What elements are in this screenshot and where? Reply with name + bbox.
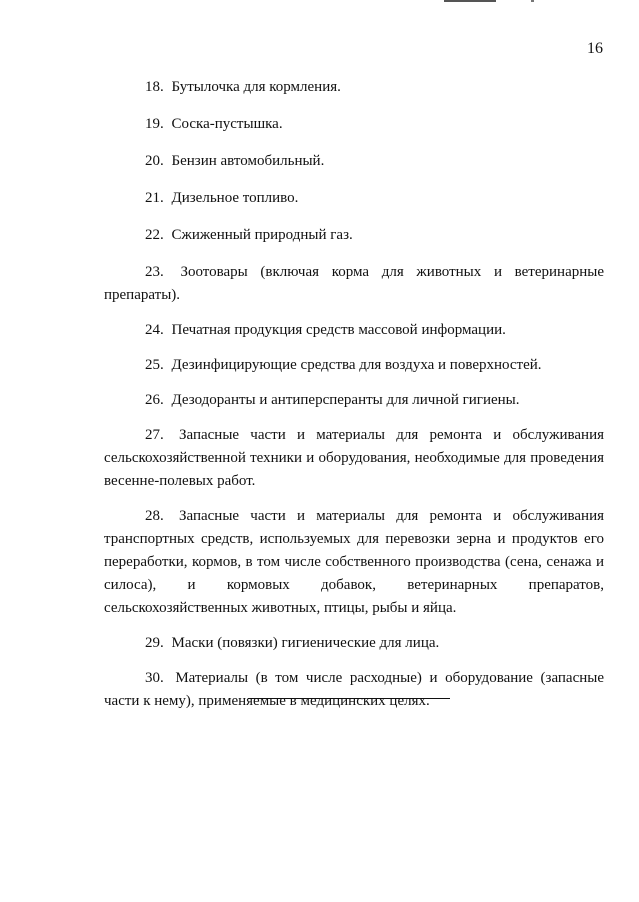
end-of-list-rule bbox=[248, 698, 450, 699]
item-text: Соска-пустышка. bbox=[171, 116, 283, 132]
item-number: 22. bbox=[145, 227, 164, 243]
list-item bbox=[104, 354, 604, 377]
item-number: 26. bbox=[145, 392, 164, 408]
item-text: Бутылочка для кормления. bbox=[171, 79, 341, 95]
item-number: 27. bbox=[145, 427, 164, 443]
item-number: 29. bbox=[145, 635, 164, 651]
item-number: 25. bbox=[145, 357, 164, 373]
list-item bbox=[104, 505, 604, 620]
item-number: 19. bbox=[145, 116, 164, 132]
list-item bbox=[104, 319, 604, 342]
item-text: Маски (повязки) гигиенические для лица. bbox=[171, 635, 440, 651]
item-text: Дизельное топливо. bbox=[171, 190, 299, 206]
top-edge-dot bbox=[531, 0, 534, 2]
item-text: Бензин автомобильный. bbox=[171, 153, 325, 169]
item-number: 28. bbox=[145, 508, 164, 524]
list-item bbox=[104, 261, 604, 307]
item-number: 30. bbox=[145, 670, 164, 686]
item-text: Запасные части и материалы для ремонта и обслуживания транспортных средств, используемых для перевозки зерна и продуктов его переработки, кормов, в том числе собственного производства (сена, сенажа и силоса), и кормовых добавок, ветеринарных препаратов, сельскохозяйственных животных, птицы, рыбы и яйца. bbox=[104, 508, 604, 616]
numbered-list bbox=[104, 76, 604, 725]
item-text: Дезинфицирующие средства для воздуха и поверхностей. bbox=[171, 357, 542, 373]
item-number: 21. bbox=[145, 190, 164, 206]
list-item bbox=[104, 632, 604, 655]
item-text: Материалы (в том числе расходные) и оборудование (запасные части к нему), применяемые в медицинских целях. bbox=[104, 670, 605, 709]
item-text: Зоотовары (включая корма для животных и ветеринарные препараты). bbox=[104, 264, 604, 303]
page-number: 16 bbox=[587, 40, 603, 57]
item-text: Дезодоранты и антиперспеpанты для личной гигиены. bbox=[171, 392, 520, 408]
item-number: 23. bbox=[145, 264, 164, 280]
list-item bbox=[104, 113, 604, 136]
top-edge-mark bbox=[444, 0, 496, 2]
item-text: Сжиженный природный газ. bbox=[171, 227, 353, 243]
list-item bbox=[104, 187, 604, 210]
list-item bbox=[104, 224, 604, 247]
list-item bbox=[104, 424, 604, 493]
list-item bbox=[104, 150, 604, 173]
item-number: 24. bbox=[145, 322, 164, 338]
list-item bbox=[104, 76, 604, 99]
item-text: Печатная продукция средств массовой информации. bbox=[171, 322, 506, 338]
item-number: 20. bbox=[145, 153, 164, 169]
item-number: 18. bbox=[145, 79, 164, 95]
item-text: Запасные части и материалы для ремонта и обслуживания сельскохозяйственной техники и оборудования, необходимые для проведения весенне-полевых работ. bbox=[104, 427, 604, 489]
list-item bbox=[104, 389, 604, 412]
list-item bbox=[104, 667, 604, 713]
